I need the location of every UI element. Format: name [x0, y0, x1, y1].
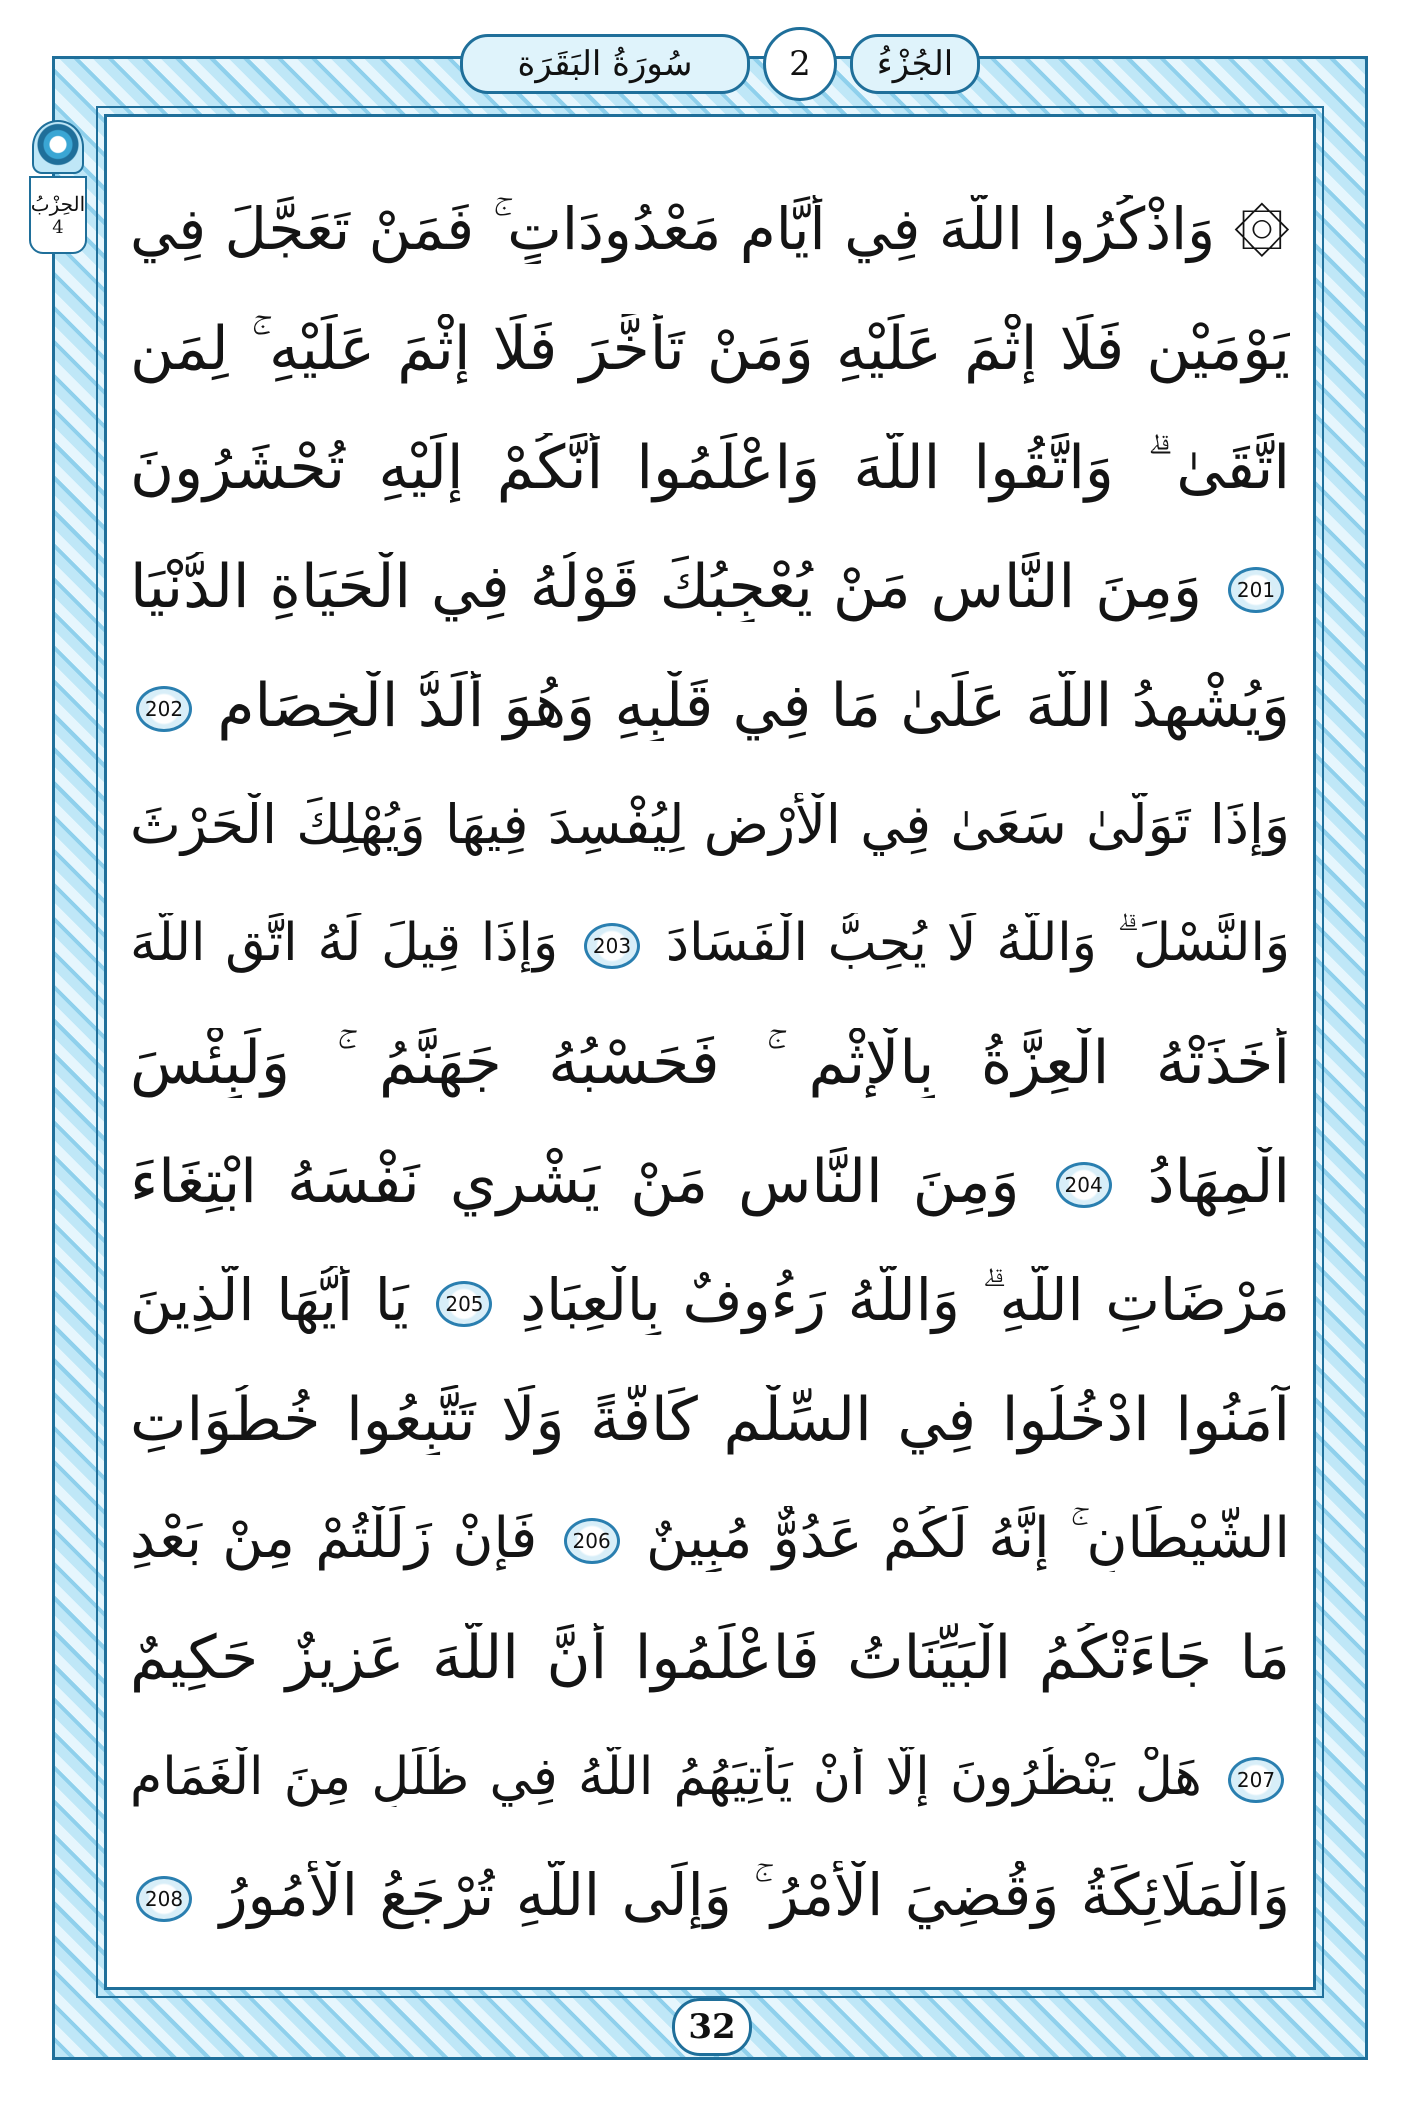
hizb-number: 4 — [52, 217, 64, 238]
verse-text: اتَّقَىٰ ۗ وَاتَّقُوا اللَّهَ وَاعْلَمُوا أَنَّكُمْ إِلَيْهِ تُحْشَرُونَ — [130, 432, 1290, 503]
verse-text: الشَّيْطَانِ ۚ إِنَّهُ لَكُمْ عَدُوٌّ مُبِينٌ — [645, 1505, 1290, 1571]
text-line-content — [130, 913, 1290, 974]
hizb-marker — [28, 120, 88, 256]
verse-text: ۞ وَاذْكُرُوا اللَّهَ فِي أَيَّامٍ مَعْدُودَاتٍ ۚ فَمَنْ تَعَجَّلَ فِي — [130, 195, 1290, 263]
verse-text: وَإِذَا قِيلَ لَهُ اتَّقِ اللَّهَ — [130, 913, 559, 973]
verse-text: وَالْمَلَائِكَةُ وَقُضِيَ الْأَمْرُ ۚ وَإِلَى اللَّهِ تُرْجَعُ الْأُمُورُ — [219, 1861, 1290, 1929]
verse-text: وَالنَّسْلَ ۗ وَاللَّهُ لَا يُحِبُّ الْفَسَادَ — [665, 913, 1290, 973]
verse-text: هَلْ يَنْظُرُونَ إِلَّا أَنْ يَأْتِيَهُمُ اللَّهُ فِي ظُلَلٍ مِنَ الْغَمَامِ — [130, 1746, 1202, 1807]
ayah-number-marker: 205 — [436, 1281, 492, 1327]
text-line — [130, 1003, 1290, 1122]
juz-label-cartouche — [850, 34, 980, 94]
text-line — [130, 884, 1290, 1003]
text-line — [130, 646, 1290, 765]
verse-text: فَإِنْ زَلَلْتُمْ مِنْ بَعْدِ — [130, 1505, 538, 1571]
text-line — [130, 1836, 1290, 1955]
text-line-content — [130, 671, 1290, 741]
hizb-box — [29, 176, 87, 254]
ayah-number-marker: 203 — [584, 923, 640, 969]
ayah-number-marker: 202 — [136, 686, 192, 732]
juz-number-medallion — [763, 27, 837, 101]
text-line-content — [130, 314, 1290, 384]
text-line-content — [130, 1861, 1290, 1930]
quran-text-body — [130, 170, 1290, 1970]
juz-number: 2 — [789, 44, 811, 84]
verse-text: مَا جَاءَتْكُمُ الْبَيِّنَاتُ فَاعْلَمُوا أَنَّ اللَّهَ عَزِيزٌ حَكِيمٌ — [130, 1622, 1290, 1693]
surah-name-cartouche — [460, 34, 750, 94]
text-line-content — [130, 552, 1290, 622]
text-line — [130, 289, 1290, 408]
ayah-number-marker: 208 — [136, 1876, 192, 1922]
page-number: 32 — [688, 2007, 736, 2047]
surah-name: سُورَةُ البَقَرَة — [517, 44, 693, 84]
hizb-ornament-icon — [32, 120, 84, 174]
ayah-number-marker: 201 — [1228, 567, 1284, 613]
text-line — [130, 170, 1290, 289]
text-line — [130, 1717, 1290, 1836]
hizb-label: الحِزْبُ — [30, 192, 86, 216]
text-line-content — [130, 433, 1290, 503]
ayah-number-marker: 206 — [564, 1518, 620, 1564]
verse-text: الْمِهَادُ — [1147, 1146, 1290, 1217]
juz-label: الجُزْءُ — [876, 44, 954, 84]
text-line-content — [130, 1385, 1290, 1455]
verse-text: آمَنُوا ادْخُلُوا فِي السِّلْمِ كَافَّةً وَلَا تَتَّبِعُوا خُطُوَاتِ — [130, 1384, 1290, 1455]
verse-text: أَخَذَتْهُ الْعِزَّةُ بِالْإِثْمِ ۚ فَحَسْبُهُ جَهَنَّمُ ۚ وَلَبِئْسَ — [130, 1027, 1290, 1098]
text-line — [130, 1598, 1290, 1717]
verse-text: مَرْضَاتِ اللَّهِ ۗ وَاللَّهُ رَءُوفٌ بِالْعِبَادِ — [520, 1266, 1290, 1334]
text-line-content — [130, 793, 1290, 856]
text-line — [130, 527, 1290, 646]
page-number-cartouche — [672, 1998, 752, 2056]
verse-text: يَوْمَيْنِ فَلَا إِثْمَ عَلَيْهِ وَمَنْ تَأَخَّرَ فَلَا إِثْمَ عَلَيْهِ ۚ لِمَنِ — [130, 313, 1290, 384]
text-line — [130, 1360, 1290, 1479]
page-header — [460, 30, 980, 98]
text-line-content — [130, 1028, 1290, 1098]
text-line-content — [130, 1747, 1290, 1807]
verse-text: وَيُشْهِدُ اللَّهَ عَلَىٰ مَا فِي قَلْبِهِ وَهُوَ أَلَدُّ الْخِصَامِ — [217, 670, 1290, 741]
verse-text: وَإِذَا تَوَلَّىٰ سَعَىٰ فِي الْأَرْضِ لِيُفْسِدَ فِيهَا وَيُهْلِكَ الْحَرْثَ — [130, 793, 1290, 856]
ayah-number-marker: 207 — [1228, 1757, 1284, 1803]
text-line — [130, 1122, 1290, 1241]
text-line-content — [130, 195, 1290, 264]
verse-text: وَمِنَ النَّاسِ مَنْ يَشْرِي نَفْسَهُ ابْتِغَاءَ — [130, 1146, 1020, 1217]
text-line — [130, 1479, 1290, 1598]
text-line-content — [130, 1506, 1290, 1572]
text-line-content — [130, 1266, 1290, 1335]
text-line-content — [130, 1147, 1290, 1217]
text-line — [130, 408, 1290, 527]
text-line-content — [130, 1623, 1290, 1693]
verse-text: يَا أَيُّهَا الَّذِينَ — [130, 1266, 409, 1334]
ayah-number-marker: 204 — [1056, 1162, 1112, 1208]
text-line — [130, 1241, 1290, 1360]
verse-text: وَمِنَ النَّاسِ مَنْ يُعْجِبُكَ قَوْلُهُ فِي الْحَيَاةِ الدُّنْيَا — [130, 551, 1202, 622]
text-line — [130, 765, 1290, 884]
